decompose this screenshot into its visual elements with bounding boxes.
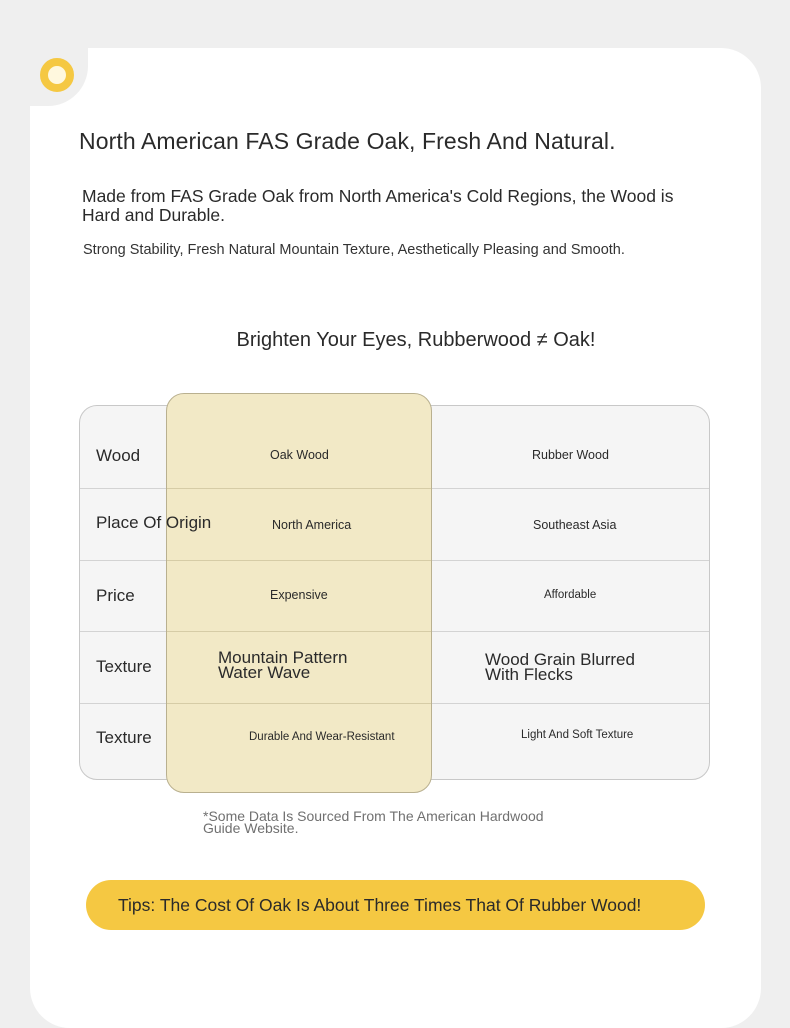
highlight-divider — [167, 631, 431, 632]
highlight-divider — [167, 488, 431, 489]
row-label-price: Price — [96, 586, 135, 605]
rubber-value: Wood Grain Blurred With Flecks — [485, 650, 635, 684]
tips-banner — [86, 880, 705, 930]
ring-icon — [40, 58, 74, 92]
row-label-texture: Texture — [96, 657, 152, 676]
highlight-divider — [167, 703, 431, 704]
row-label-wood: Wood — [96, 446, 141, 465]
feature-text: Strong Stability, Fresh Natural Mountain Texture, Aesthetically Pleasing and Smooth. — [83, 242, 625, 258]
page-subtitle: Made from FAS Grade Oak from North America's Cold Regions, the Wood is Hard and Durable. — [82, 186, 674, 225]
comparison-heading: Brighten Your Eyes, Rubberwood ≠ Oak! — [236, 329, 596, 351]
page-title: North American FAS Grade Oak, Fresh And Natural. — [79, 128, 616, 154]
row-label-origin: Place Of Origin — [96, 513, 212, 532]
rubber-value: Rubber Wood — [532, 448, 609, 462]
footnote: *Some Data Is Sourced From The American Hardwood Guide Website. — [203, 808, 544, 836]
row-label-texture: Texture — [96, 728, 152, 747]
oak-value: Durable And Wear-Resistant — [249, 731, 395, 743]
oak-value: North America — [272, 518, 352, 532]
oak-value: Mountain Pattern Water Wave — [218, 648, 348, 682]
oak-value: Oak Wood — [270, 448, 329, 462]
highlight-divider — [167, 560, 431, 561]
rubber-value: Affordable — [544, 589, 597, 601]
tips-text: Tips: The Cost Of Oak Is About Three Times That Of Rubber Wood! — [118, 894, 642, 915]
rubber-value: Southeast Asia — [533, 518, 617, 532]
rubber-value: Light And Soft Texture — [521, 729, 634, 741]
oak-value: Expensive — [270, 588, 328, 602]
